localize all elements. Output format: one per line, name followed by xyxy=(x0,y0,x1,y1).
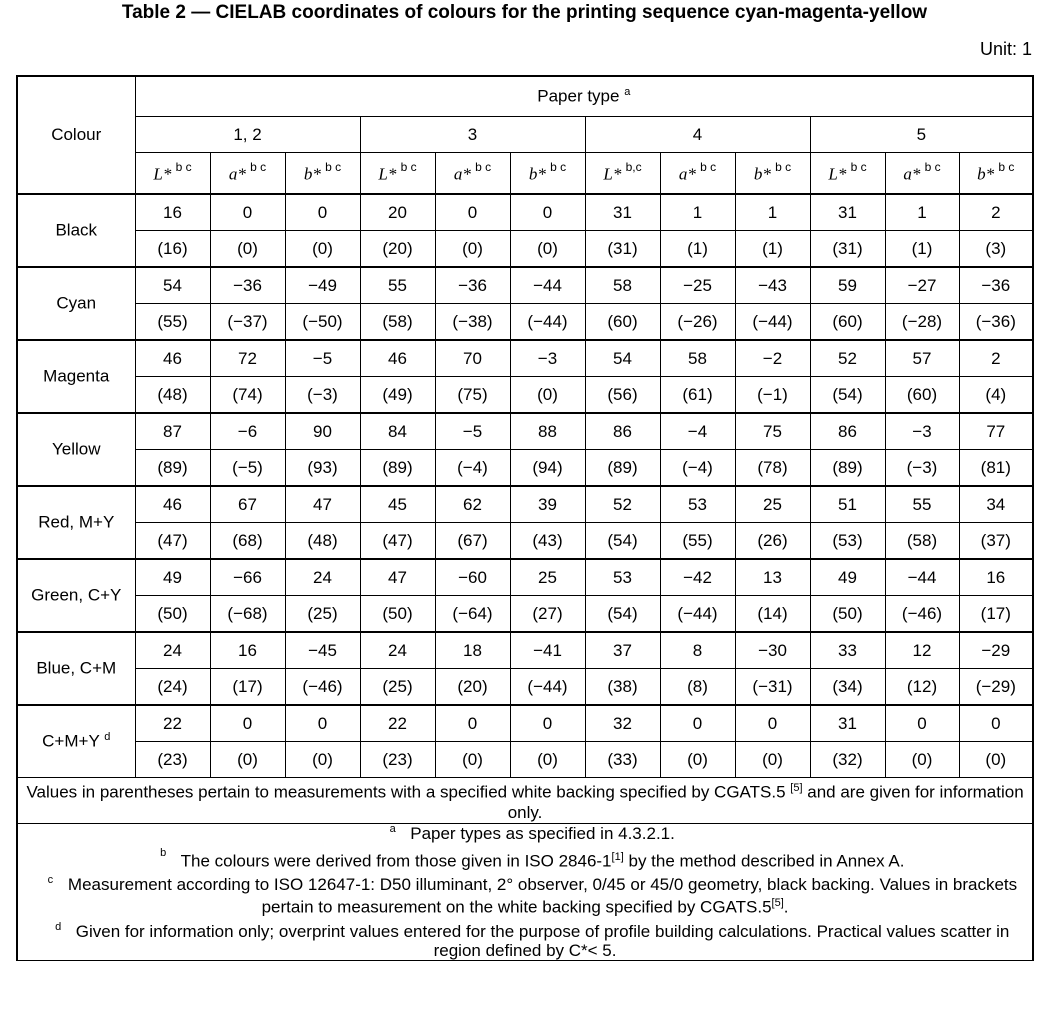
value-cell: 16 xyxy=(210,632,285,669)
value-cell: 1 xyxy=(735,194,810,231)
value-cell-white-backing: (93) xyxy=(285,450,360,487)
value-cell-white-backing: (17) xyxy=(210,669,285,706)
value-cell-white-backing: (50) xyxy=(135,596,210,633)
value-cell: 70 xyxy=(435,340,510,377)
value-cell-white-backing: (0) xyxy=(735,742,810,778)
value-cell-white-backing: (−28) xyxy=(885,304,959,341)
value-cell: 22 xyxy=(135,705,210,742)
note-reference: [5] xyxy=(790,782,803,794)
value-cell: −60 xyxy=(435,559,510,596)
value-cell-white-backing: (89) xyxy=(810,450,885,487)
value-cell-white-backing: (8) xyxy=(660,669,735,706)
value-cell-white-backing: (89) xyxy=(585,450,660,487)
value-cell-white-backing: (0) xyxy=(660,742,735,778)
value-cell-white-backing: (17) xyxy=(959,596,1033,633)
coord-header: L* $^{b c}$ xyxy=(360,153,435,195)
table-row-backing xyxy=(17,231,1033,268)
unit-label: Unit: 1 xyxy=(979,39,1032,59)
value-cell: 51 xyxy=(810,486,885,523)
footnotes xyxy=(17,823,1033,960)
coord-header: b* $^{b c}$ xyxy=(510,153,585,195)
value-cell: 0 xyxy=(210,705,285,742)
value-cell-white-backing: (−46) xyxy=(885,596,959,633)
value-cell-white-backing: (25) xyxy=(285,596,360,633)
value-cell: 31 xyxy=(810,194,885,231)
value-cell-white-backing: (20) xyxy=(435,669,510,706)
value-cell: 18 xyxy=(435,632,510,669)
value-cell-white-backing: (−46) xyxy=(285,669,360,706)
value-cell-white-backing: (23) xyxy=(360,742,435,778)
value-cell-white-backing: (94) xyxy=(510,450,585,487)
value-cell-white-backing: (1) xyxy=(885,231,959,268)
value-cell: 54 xyxy=(585,340,660,377)
footnote-mark: a xyxy=(389,822,396,835)
value-cell-white-backing: (49) xyxy=(360,377,435,414)
value-cell: 84 xyxy=(360,413,435,450)
value-cell: 0 xyxy=(435,705,510,742)
value-cell: −30 xyxy=(735,632,810,669)
value-cell-white-backing: (0) xyxy=(510,742,585,778)
value-cell: 31 xyxy=(810,705,885,742)
value-cell-white-backing: (−5) xyxy=(210,450,285,487)
value-cell: 32 xyxy=(585,705,660,742)
value-cell-white-backing: (37) xyxy=(959,523,1033,560)
value-cell-white-backing: (54) xyxy=(585,523,660,560)
value-cell: 31 xyxy=(585,194,660,231)
value-cell: 88 xyxy=(510,413,585,450)
value-cell: 67 xyxy=(210,486,285,523)
value-cell-white-backing: (−44) xyxy=(660,596,735,633)
value-cell-white-backing: (−29) xyxy=(959,669,1033,706)
value-cell: 33 xyxy=(810,632,885,669)
footnote-d: d Given for information only; overprint values entered for the purpose of profile building calculations. Practical values scatter in region defined by C*< 5. xyxy=(18,922,1032,960)
value-cell: −5 xyxy=(285,340,360,377)
value-cell: 0 xyxy=(735,705,810,742)
value-cell: 0 xyxy=(885,705,959,742)
value-cell: 25 xyxy=(735,486,810,523)
value-cell-white-backing: (−4) xyxy=(435,450,510,487)
footnote-mark: c xyxy=(47,874,54,887)
value-cell: 22 xyxy=(360,705,435,742)
value-cell: 0 xyxy=(510,705,585,742)
value-cell: 45 xyxy=(360,486,435,523)
value-cell-white-backing: (74) xyxy=(210,377,285,414)
value-cell-white-backing: (31) xyxy=(585,231,660,268)
paper-group-1-2: 1, 2 xyxy=(135,117,360,153)
value-cell-white-backing: (43) xyxy=(510,523,585,560)
coord-header: L* $^{b,c}$ xyxy=(585,153,660,195)
value-cell-white-backing: (4) xyxy=(959,377,1033,414)
value-cell-white-backing: (−44) xyxy=(735,304,810,341)
value-cell-white-backing: (3) xyxy=(959,231,1033,268)
value-cell: −66 xyxy=(210,559,285,596)
coord-header: b* $^{b c}$ xyxy=(735,153,810,195)
value-cell: −36 xyxy=(435,267,510,304)
value-cell: 2 xyxy=(959,194,1033,231)
table-row-backing xyxy=(17,304,1033,341)
value-cell: 55 xyxy=(360,267,435,304)
value-cell: −49 xyxy=(285,267,360,304)
value-cell-white-backing: (50) xyxy=(810,596,885,633)
value-cell-white-backing: (16) xyxy=(135,231,210,268)
value-cell: 1 xyxy=(660,194,735,231)
footnote-b: b The colours were derived from those given in ISO 2846-1[1] by the method described in Annex A. xyxy=(18,848,1032,871)
footnote-a: a Paper types as specified in 4.3.2.1. xyxy=(18,824,1032,843)
value-cell-white-backing: (50) xyxy=(360,596,435,633)
value-cell-white-backing: (47) xyxy=(135,523,210,560)
value-cell-white-backing: (20) xyxy=(360,231,435,268)
table-note: Values in parentheses pertain to measurements with a specified white backing specified by CGATS.5 [5] and are given for information only. xyxy=(17,778,1033,824)
table-row-backing xyxy=(17,742,1033,778)
table-row xyxy=(17,194,1033,231)
value-cell: 59 xyxy=(810,267,885,304)
value-cell-white-backing: (60) xyxy=(585,304,660,341)
value-cell: 52 xyxy=(585,486,660,523)
paper-type-footnote-mark: a xyxy=(624,86,631,99)
value-cell-white-backing: (68) xyxy=(210,523,285,560)
colour-name: C+M+Y $^d$ xyxy=(17,705,135,778)
value-cell-white-backing: (−44) xyxy=(510,669,585,706)
colour-name: Yellow xyxy=(17,413,135,486)
value-cell-white-backing: (−37) xyxy=(210,304,285,341)
cielab-table xyxy=(16,75,1034,961)
value-cell: −41 xyxy=(510,632,585,669)
value-cell: 16 xyxy=(959,559,1033,596)
colour-header: Colour xyxy=(17,76,135,194)
value-cell-white-backing: (−26) xyxy=(660,304,735,341)
value-cell: 47 xyxy=(360,559,435,596)
value-cell-white-backing: (47) xyxy=(360,523,435,560)
value-cell-white-backing: (60) xyxy=(810,304,885,341)
value-cell-white-backing: (0) xyxy=(435,231,510,268)
value-cell-white-backing: (0) xyxy=(285,231,360,268)
coord-header: a* $^{b c}$ xyxy=(435,153,510,195)
table-row xyxy=(17,559,1033,596)
value-cell: 0 xyxy=(435,194,510,231)
table-title: Table 2 — CIELAB coordinates of colours for the printing sequence cyan-magenta-yellow xyxy=(121,2,928,23)
value-cell: 54 xyxy=(135,267,210,304)
coord-header: a* $^{b c}$ xyxy=(660,153,735,195)
value-cell: −25 xyxy=(660,267,735,304)
value-cell: 0 xyxy=(210,194,285,231)
value-cell-white-backing: (54) xyxy=(810,377,885,414)
value-cell-white-backing: (27) xyxy=(510,596,585,633)
value-cell-white-backing: (0) xyxy=(510,231,585,268)
value-cell: 47 xyxy=(285,486,360,523)
value-cell: 24 xyxy=(135,632,210,669)
value-cell: 46 xyxy=(135,340,210,377)
colour-name: Black xyxy=(17,194,135,267)
value-cell: 8 xyxy=(660,632,735,669)
paper-group-3: 3 xyxy=(360,117,585,153)
value-cell-white-backing: (−68) xyxy=(210,596,285,633)
table-row-backing xyxy=(17,596,1033,633)
value-cell: 90 xyxy=(285,413,360,450)
value-cell-white-backing: (0) xyxy=(285,742,360,778)
colour-name: Magenta xyxy=(17,340,135,413)
value-cell: 86 xyxy=(585,413,660,450)
footnote-mark: d xyxy=(55,920,62,933)
table-row-backing xyxy=(17,377,1033,414)
value-cell: 52 xyxy=(810,340,885,377)
value-cell: 24 xyxy=(285,559,360,596)
value-cell-white-backing: (58) xyxy=(360,304,435,341)
value-cell-white-backing: (24) xyxy=(135,669,210,706)
value-cell: 77 xyxy=(959,413,1033,450)
colour-name: Green, C+Y xyxy=(17,559,135,632)
value-cell: −44 xyxy=(510,267,585,304)
value-cell-white-backing: (−36) xyxy=(959,304,1033,341)
value-cell-white-backing: (34) xyxy=(810,669,885,706)
value-cell-white-backing: (−64) xyxy=(435,596,510,633)
value-cell-white-backing: (0) xyxy=(210,742,285,778)
value-cell-white-backing: (0) xyxy=(959,742,1033,778)
value-cell: 53 xyxy=(660,486,735,523)
value-cell: 0 xyxy=(510,194,585,231)
value-cell-white-backing: (78) xyxy=(735,450,810,487)
value-cell: 12 xyxy=(885,632,959,669)
footnote-mark: b xyxy=(160,846,167,859)
value-cell-white-backing: (−3) xyxy=(285,377,360,414)
colour-name: Blue, C+M xyxy=(17,632,135,705)
paper-group-5: 5 xyxy=(810,117,1033,153)
value-cell-white-backing: (67) xyxy=(435,523,510,560)
value-cell: 34 xyxy=(959,486,1033,523)
table-row-backing xyxy=(17,523,1033,560)
coord-header: a* $^{b c}$ xyxy=(210,153,285,195)
value-cell-white-backing: (89) xyxy=(135,450,210,487)
value-cell-white-backing: (−4) xyxy=(660,450,735,487)
value-cell-white-backing: (14) xyxy=(735,596,810,633)
colour-name: Cyan xyxy=(17,267,135,340)
value-cell: 87 xyxy=(135,413,210,450)
value-cell: −4 xyxy=(660,413,735,450)
value-cell-white-backing: (−38) xyxy=(435,304,510,341)
value-cell-white-backing: (56) xyxy=(585,377,660,414)
value-cell-white-backing: (54) xyxy=(585,596,660,633)
value-cell-white-backing: (61) xyxy=(660,377,735,414)
value-cell: 62 xyxy=(435,486,510,523)
value-cell: 16 xyxy=(135,194,210,231)
value-cell-white-backing: (31) xyxy=(810,231,885,268)
value-cell: 24 xyxy=(360,632,435,669)
value-cell: 20 xyxy=(360,194,435,231)
value-cell: −6 xyxy=(210,413,285,450)
value-cell: 49 xyxy=(810,559,885,596)
table-row xyxy=(17,340,1033,377)
value-cell: 25 xyxy=(510,559,585,596)
value-cell: −5 xyxy=(435,413,510,450)
value-cell: 13 xyxy=(735,559,810,596)
table-row xyxy=(17,632,1033,669)
value-cell: 57 xyxy=(885,340,959,377)
coord-header: b* $^{b c}$ xyxy=(285,153,360,195)
footnote-c: c Measurement according to ISO 12647-1: D50 illuminant, 2° observer, 0/45 or 45/0 geometry, black backing. Values in brackets pertain to measurement on the white backing specified by CGATS.5[5]. xyxy=(18,875,1032,917)
value-cell: 0 xyxy=(285,194,360,231)
table-row-backing xyxy=(17,450,1033,487)
value-cell: −3 xyxy=(510,340,585,377)
value-cell-white-backing: (38) xyxy=(585,669,660,706)
value-cell-white-backing: (0) xyxy=(885,742,959,778)
value-cell: 37 xyxy=(585,632,660,669)
table-row xyxy=(17,705,1033,742)
value-cell-white-backing: (55) xyxy=(660,523,735,560)
value-cell: 58 xyxy=(585,267,660,304)
value-cell-white-backing: (53) xyxy=(810,523,885,560)
value-cell-white-backing: (81) xyxy=(959,450,1033,487)
value-cell: −36 xyxy=(210,267,285,304)
value-cell-white-backing: (23) xyxy=(135,742,210,778)
value-cell: 39 xyxy=(510,486,585,523)
value-cell: 2 xyxy=(959,340,1033,377)
value-cell-white-backing: (58) xyxy=(885,523,959,560)
value-cell: 72 xyxy=(210,340,285,377)
value-cell: 49 xyxy=(135,559,210,596)
value-cell-white-backing: (−31) xyxy=(735,669,810,706)
value-cell-white-backing: (−1) xyxy=(735,377,810,414)
value-cell: −43 xyxy=(735,267,810,304)
value-cell: 46 xyxy=(135,486,210,523)
colour-name: Red, M+Y xyxy=(17,486,135,559)
value-cell-white-backing: (0) xyxy=(510,377,585,414)
value-cell-white-backing: (60) xyxy=(885,377,959,414)
value-cell-white-backing: (48) xyxy=(135,377,210,414)
table-row xyxy=(17,267,1033,304)
coord-header: a* $^{b c}$ xyxy=(885,153,959,195)
value-cell: 86 xyxy=(810,413,885,450)
table-row xyxy=(17,486,1033,523)
value-cell-white-backing: (−50) xyxy=(285,304,360,341)
value-cell: −3 xyxy=(885,413,959,450)
value-cell-white-backing: (−3) xyxy=(885,450,959,487)
paper-type-header: Paper type $^a$ xyxy=(135,76,1033,117)
table-row xyxy=(17,413,1033,450)
value-cell-white-backing: (26) xyxy=(735,523,810,560)
value-cell: −27 xyxy=(885,267,959,304)
value-cell: 75 xyxy=(735,413,810,450)
value-cell: 53 xyxy=(585,559,660,596)
paper-group-4: 4 xyxy=(585,117,810,153)
value-cell-white-backing: (48) xyxy=(285,523,360,560)
value-cell: −42 xyxy=(660,559,735,596)
value-cell-white-backing: (25) xyxy=(360,669,435,706)
value-cell-white-backing: (1) xyxy=(660,231,735,268)
value-cell-white-backing: (33) xyxy=(585,742,660,778)
value-cell: −2 xyxy=(735,340,810,377)
value-cell-white-backing: (32) xyxy=(810,742,885,778)
value-cell: 0 xyxy=(285,705,360,742)
value-cell-white-backing: (−44) xyxy=(510,304,585,341)
value-cell: 58 xyxy=(660,340,735,377)
coord-header: L* $^{b c}$ xyxy=(135,153,210,195)
value-cell-white-backing: (0) xyxy=(210,231,285,268)
value-cell: 0 xyxy=(959,705,1033,742)
value-cell-white-backing: (75) xyxy=(435,377,510,414)
value-cell-white-backing: (0) xyxy=(435,742,510,778)
value-cell: −36 xyxy=(959,267,1033,304)
table-row-backing xyxy=(17,669,1033,706)
value-cell-white-backing: (1) xyxy=(735,231,810,268)
coord-header: L* $^{b c}$ xyxy=(810,153,885,195)
value-cell: 55 xyxy=(885,486,959,523)
value-cell: −29 xyxy=(959,632,1033,669)
value-cell-white-backing: (12) xyxy=(885,669,959,706)
value-cell-white-backing: (89) xyxy=(360,450,435,487)
value-cell: 46 xyxy=(360,340,435,377)
value-cell: −45 xyxy=(285,632,360,669)
value-cell-white-backing: (55) xyxy=(135,304,210,341)
value-cell: 1 xyxy=(885,194,959,231)
value-cell: −44 xyxy=(885,559,959,596)
coord-header: b* $^{b c}$ xyxy=(959,153,1033,195)
value-cell: 0 xyxy=(660,705,735,742)
